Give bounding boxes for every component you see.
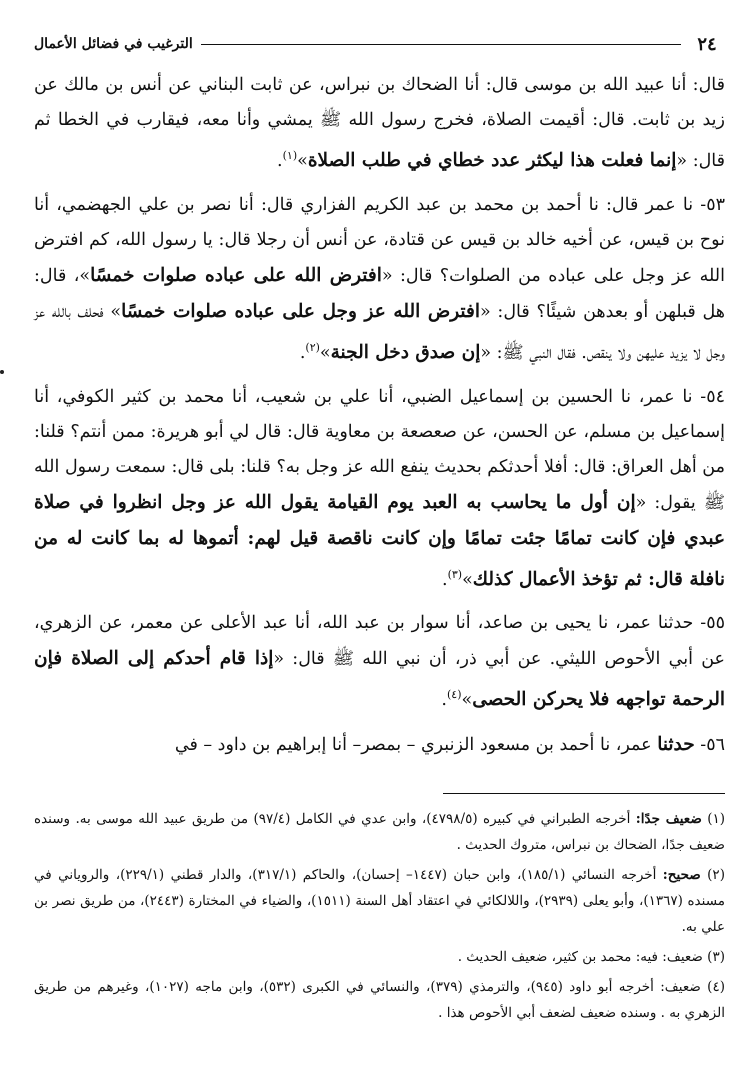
footnote-text: ضعيف: فيه: محمد بن كثير، ضعيف الحديث . bbox=[457, 949, 703, 966]
footnote-ref[interactable]: (٣) bbox=[447, 567, 463, 581]
paragraph-53: ٥٣- نا عمر قال: نا أحمد بن محمد بن عبد الكريم الفزاري قال: أنا نصر بن علي الجهضمي، أنا نوح بن قيس، عن أخيه خالد بن قيس عن قتادة، عن أنس أن رجلا قال: يا رسول الله، كم افترض الله عز وجل على عباده من الصلوات؟ قال: «افترض الله على عباده صلوات خمسًا»، قال: هل قبلهن أو بعدهن شيئًا؟ قال: «افترض الله عز وجل على عباده صلوات خمسًا» فحلف بالله عز وجل لا يزيد عليهن ولا ينقص. فقال النبي ﷺ: «إن صدق دخل الجنة»$^{(٢)}$. bbox=[34, 194, 725, 363]
hadith-quote: إن صدق دخل الجنة bbox=[330, 341, 481, 363]
footnote-separator bbox=[443, 793, 725, 794]
footnote-text: ضعيف: أخرجه أبو داود (٩٤٥)، والترمذي (٣٧٩)، والنسائي في الكبرى (٥٣٢)، وابن ماجه (١٠٢٧)، وغيرهم من طريق الزهري به . وسنده ضعيف لضعف أبي الأحوص هذا . bbox=[34, 979, 725, 1022]
header-rule bbox=[201, 44, 681, 45]
footnote-ref[interactable]: (١) bbox=[282, 149, 298, 162]
footnote-text: أخرجه الطبراني في كبيره (٤٧٩٨/٥)، وابن عدي في الكامل (٩٧/٤) من طريق عبيد الله موسى به. وسنده ضعيف جدًا، الضحاك بن نبراس، متروك الحديث . bbox=[34, 811, 725, 854]
hadith-quote: إن أول ما يحاسب به العبد يوم القيامة يقول الله عز وجل انظروا في صلاة عبدي فإن كانت تمامًا جئت تمامًا وإن كانت ناقصة قيل لهم: أتموها له بما كانت له من نافلة قال: ثم تؤخذ الأعمال كذلك bbox=[34, 491, 725, 590]
footnote-number: (٤) bbox=[707, 979, 725, 996]
paragraph-56: ٥٦- حدثنا عمر، نا أحمد بن مسعود الزنبري – بمصر– أنا إبراهيم بن داود – في bbox=[174, 734, 725, 756]
footnote-1 bbox=[34, 806, 725, 858]
footnote-grade: ضعيف جدًا: bbox=[635, 811, 702, 828]
footnote-2 bbox=[34, 862, 725, 940]
hadith-quote: إذا قام أحدكم إلى الصلاة فإن الرحمة تواجهه فلا يحركن الحصى bbox=[34, 648, 725, 711]
footnote-ref[interactable]: (٤) bbox=[446, 688, 462, 702]
footnote-number: (١) bbox=[707, 811, 726, 828]
footnote-4 bbox=[34, 974, 725, 1026]
paragraph-55: ٥٥- حدثنا عمر، نا يحيى بن صاعد، أنا سوار بن عبد الله، أنا عبد الأعلى عن معمر، عن الزهري، عن أبي الأحوص الليثي. عن أبي ذر، أن نبي الله ﷺ قال: «إذا قام أحدكم إلى الصلاة فإن الرحمة تواجهه فلا يحركن الحصى»$^{(٤)}$. bbox=[34, 613, 725, 711]
hadith-quote: إنما فعلت هذا ليكثر عدد خطاي في طلب الصلاة bbox=[307, 149, 677, 171]
hadith-quote: افترض الله عز وجل على عباده صلوات خمسًا bbox=[121, 300, 480, 322]
page-header bbox=[34, 30, 725, 58]
footnote-number: (٢) bbox=[707, 867, 725, 884]
paragraph-intro: قال: أنا عبيد الله بن موسى قال: أنا الضحاك بن نبراس، عن ثابت البناني عن أنس بن مالك عن زيد بن ثابت. قال: أقيمت الصلاة، فخرج رسول الله ﷺ يمشي وأنا معه، فيقارب في الخطا ثم قال: «إنما فعلت هذا ليكثر عدد خطاي في طلب الصلاة»$^{(١)}$. bbox=[34, 75, 725, 171]
footnote-number: (٣) bbox=[707, 949, 725, 966]
footnote-ref[interactable]: (٢) bbox=[305, 340, 320, 354]
paragraph-54: ٥٤- نا عمر، نا الحسين بن إسماعيل الضبي، أنا علي بن شعيب، أنا محمد بن كثير الكوفي، أنا إسماعيل بن مسلم، عن الحسن، عن صعصعة بن معاوية قال: قال لي أبو هريرة: ممن أنتم؟ قلنا: من أهل العراق: قال: أفلا أحدثكم بحديث ينفع الله عز وجل به؟ قلنا: بلى قال: سمعت رسول الله ﷺ يقول: «إن أول ما يحاسب به العبد يوم القيامة يقول الله عز وجل انظروا في صلاة عبدي فإن كانت تمامًا جئت تمامًا وإن كانت ناقصة قيل لهم: أتموها له بما كانت له من نافلة قال: ثم تؤخذ الأعمال كذلك»$^{(٣)}$. bbox=[34, 386, 726, 590]
scan-mark bbox=[0, 370, 4, 374]
footnote-3 bbox=[34, 944, 725, 970]
hadith-quote: افترض الله على عباده صلوات خمسًا bbox=[90, 264, 382, 286]
footnotes bbox=[34, 806, 725, 1026]
footnote-text: أخرجه النسائي (١٨٥/١)، وابن حبان (١٤٤٧– إحسان)، والحاكم (٣١٧/١)، والدار قطني (٢٢٩/١)، والروياني في مسنده (١٣٦٧)، وأبو يعلى (٢٩٣٩)، واللالكائي في اعتقاد أهل السنة (١٥١١)، والضياء في المختارة (٢٤٤٣)، من طريق نصر بن علي به. bbox=[34, 867, 725, 936]
main-text bbox=[34, 68, 725, 763]
footnote-grade: صحيح: bbox=[662, 867, 701, 884]
running-title: الترغيب في فضائل الأعمال bbox=[34, 36, 193, 52]
page-number: ٢٤ bbox=[697, 33, 717, 55]
